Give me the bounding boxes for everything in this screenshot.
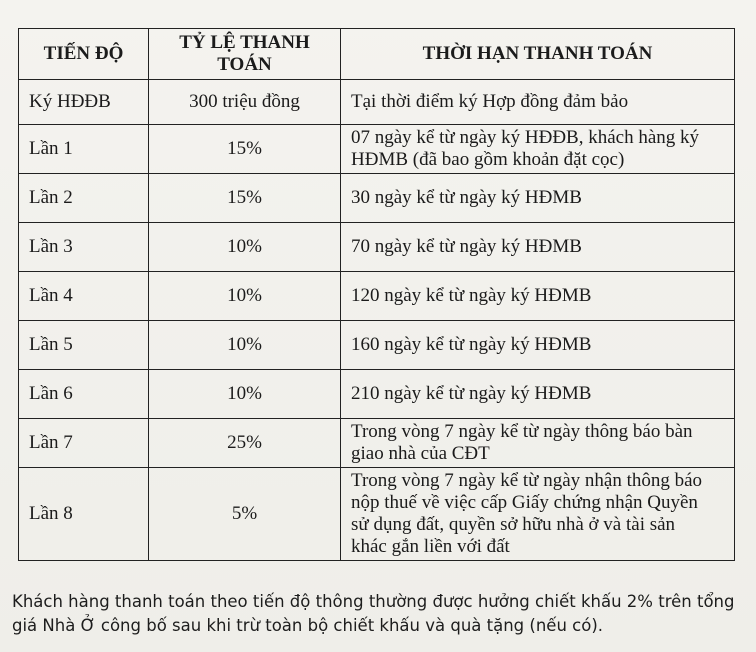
term-cell: Trong vòng 7 ngày kể từ ngày thông báo bàn giao nhà của CĐT (341, 419, 735, 468)
discount-note: Khách hàng thanh toán theo tiến độ thông thường được hưởng chiết khấu 2% trên tổng giá Nhà Ở công bố sau khi trừ toàn bộ chiết khấu và quà tặng (nếu có). (12, 592, 735, 635)
stage-cell: Lần 1 (19, 125, 149, 174)
rate-cell: 15% (149, 125, 341, 174)
rate-cell: 10% (149, 223, 341, 272)
term-cell: Tại thời điểm ký Hợp đồng đảm bảo (341, 80, 735, 125)
term-cell: 120 ngày kể từ ngày ký HĐMB (341, 272, 735, 321)
rate-cell: 10% (149, 370, 341, 419)
stage-cell: Lần 2 (19, 174, 149, 223)
stage-cell: Lần 6 (19, 370, 149, 419)
rate-cell: 25% (149, 419, 341, 468)
table-header-row (19, 29, 735, 80)
stage-cell: Lần 8 (19, 468, 149, 561)
rate-cell: 5% (149, 468, 341, 561)
table-row (19, 125, 735, 174)
header-term: THỜI HẠN THANH TOÁN (341, 29, 735, 80)
table-row (19, 321, 735, 370)
term-cell: 70 ngày kể từ ngày ký HĐMB (341, 223, 735, 272)
table-row (19, 174, 735, 223)
header-stage: TIẾN ĐỘ (19, 29, 149, 80)
term-cell: 210 ngày kể từ ngày ký HĐMB (341, 370, 735, 419)
table-row (19, 80, 735, 125)
stage-cell: Lần 4 (19, 272, 149, 321)
table-row (19, 370, 735, 419)
rate-cell: 300 triệu đồng (149, 80, 341, 125)
stage-cell: Lần 3 (19, 223, 149, 272)
header-rate: TỶ LỆ THANH TOÁN (149, 29, 341, 80)
table-row (19, 272, 735, 321)
stage-cell: Ký HĐĐB (19, 80, 149, 125)
rate-cell: 10% (149, 272, 341, 321)
term-cell: 160 ngày kể từ ngày ký HĐMB (341, 321, 735, 370)
stage-cell: Lần 5 (19, 321, 149, 370)
table-row (19, 419, 735, 468)
rate-cell: 15% (149, 174, 341, 223)
rate-cell: 10% (149, 321, 341, 370)
stage-cell: Lần 7 (19, 419, 149, 468)
term-cell: 30 ngày kể từ ngày ký HĐMB (341, 174, 735, 223)
table-row (19, 223, 735, 272)
payment-schedule-table (18, 28, 735, 561)
table-row (19, 468, 735, 561)
term-cell: Trong vòng 7 ngày kể từ ngày nhận thông báo nộp thuế về việc cấp Giấy chứng nhận Quyền sử dụng đất, quyền sở hữu nhà ở và tài sản khác gắn liền với đất (341, 468, 735, 561)
term-cell: 07 ngày kể từ ngày ký HĐĐB, khách hàng ký HĐMB (đã bao gồm khoản đặt cọc) (341, 125, 735, 174)
